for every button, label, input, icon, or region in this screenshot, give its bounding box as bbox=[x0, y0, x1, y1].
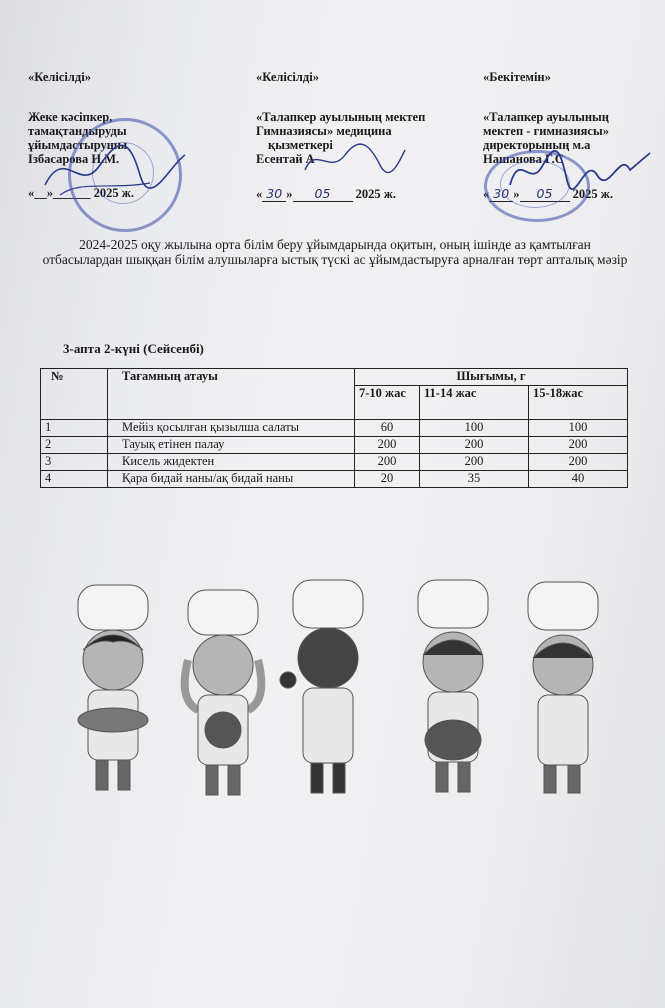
date-suffix: 2025 ж. bbox=[572, 187, 613, 201]
day-label: 3-апта 2-күні (Сейсенбі) bbox=[63, 341, 204, 356]
approval-heading: «Бекітемін» bbox=[483, 70, 551, 84]
children-chefs-illustration bbox=[58, 570, 618, 820]
header-age-group: 7-10 жас bbox=[355, 386, 420, 420]
header-dish-name: Тағамның атауы bbox=[108, 369, 355, 420]
approval-line: директорының м.а bbox=[483, 138, 591, 152]
approval-line: Есентай А bbox=[256, 152, 315, 166]
cell-value: 200 bbox=[420, 454, 529, 471]
header-no: № bbox=[41, 369, 108, 420]
approval-heading: «Келісілді» bbox=[256, 70, 319, 84]
approval-date-2: « 30 » 05 2025 ж. bbox=[256, 186, 396, 201]
cell-dish: Мейіз қосылған қызылша салаты bbox=[108, 420, 355, 437]
approval-line: ұйымдастырушы bbox=[28, 138, 128, 152]
approval-line: Гимназиясы» медицина bbox=[256, 124, 392, 138]
child-chef-5 bbox=[528, 582, 598, 793]
approval-line: «Талапкер ауылының мектеп bbox=[256, 110, 426, 124]
approval-line: мектеп - гимназиясы» bbox=[483, 124, 609, 138]
approval-line: «Талапкер ауылының bbox=[483, 110, 610, 124]
cell-value: 35 bbox=[420, 471, 529, 488]
table-row bbox=[41, 437, 628, 454]
cell-value: 20 bbox=[355, 471, 420, 488]
header-yield: Шығымы, г bbox=[355, 369, 628, 386]
approval-heading: «Келісілді» bbox=[28, 70, 91, 84]
header-age-group: 11-14 жас bbox=[420, 386, 529, 420]
signature-icon bbox=[40, 135, 190, 205]
cell-value: 60 bbox=[355, 420, 420, 437]
cell-value: 40 bbox=[529, 471, 628, 488]
date-day: 30 bbox=[489, 186, 513, 202]
signature-icon bbox=[300, 135, 410, 180]
date-month: 05 bbox=[293, 186, 353, 202]
cell-value: 200 bbox=[355, 437, 420, 454]
cell-value: 100 bbox=[420, 420, 529, 437]
cell-dish: Кисель жидектен bbox=[108, 454, 355, 471]
table-row bbox=[41, 471, 628, 488]
approval-line: Жеке кәсіпкер, bbox=[28, 110, 113, 124]
cell-no: 1 bbox=[41, 420, 108, 437]
cell-dish: Қара бидай наны/ақ бидай наны bbox=[108, 471, 355, 488]
child-chef-3 bbox=[280, 580, 363, 793]
approval-line: Нашанова Г.С bbox=[483, 152, 564, 166]
approval-date-3: « 30 » 05 2025 ж. bbox=[483, 186, 613, 201]
menu-table bbox=[40, 368, 628, 488]
date-prefix: « bbox=[256, 187, 263, 201]
date-day: 30 bbox=[262, 186, 286, 202]
cell-no: 2 bbox=[41, 437, 108, 454]
approval-line: тамақтандыруды bbox=[28, 124, 127, 138]
approval-line: қызметкері bbox=[268, 138, 333, 152]
signature-icon bbox=[505, 145, 655, 200]
cell-value: 200 bbox=[529, 454, 628, 471]
table-row bbox=[41, 420, 628, 437]
cell-value: 200 bbox=[355, 454, 420, 471]
table-row bbox=[41, 454, 628, 471]
cell-no: 4 bbox=[41, 471, 108, 488]
date-month: 05 bbox=[520, 186, 570, 202]
date-suffix: 2025 ж. bbox=[93, 186, 134, 200]
cell-value: 200 bbox=[420, 437, 529, 454]
child-chef-4 bbox=[418, 580, 488, 792]
date-prefix: «__»______ bbox=[28, 186, 91, 200]
approval-line: Ізбасарова Н.М. bbox=[28, 152, 120, 166]
child-chef-1 bbox=[78, 585, 148, 790]
document-title: 2024-2025 оқу жылына орта білім беру ұйымдарында оқитын, оның ішінде аз қамтылған отбасылардан шыққан білім алушыларға ыстық түскі ас ұйымдастыруға арналған төрт апталық мәзір bbox=[42, 237, 628, 267]
cell-value: 100 bbox=[529, 420, 628, 437]
table-header-row bbox=[41, 369, 628, 386]
cell-no: 3 bbox=[41, 454, 108, 471]
cell-dish: Тауық етінен палау bbox=[108, 437, 355, 454]
date-prefix: « bbox=[483, 187, 490, 201]
cell-value: 200 bbox=[529, 437, 628, 454]
date-suffix: 2025 ж. bbox=[355, 187, 396, 201]
child-chef-2 bbox=[185, 590, 262, 795]
header-age-group: 15-18жас bbox=[529, 386, 628, 420]
